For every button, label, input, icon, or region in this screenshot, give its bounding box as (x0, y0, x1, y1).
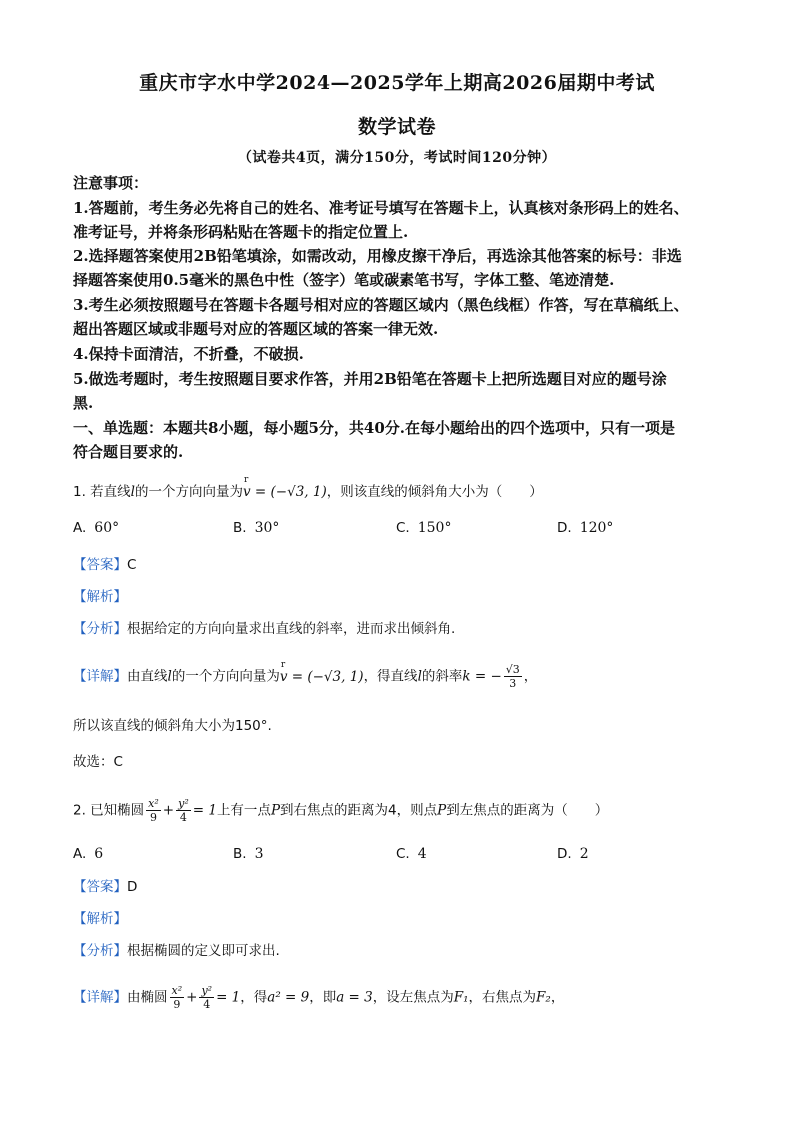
q2-frac-y-num: y² (178, 797, 189, 810)
q2-detail-tag: 【详解】 (73, 989, 127, 1006)
q1-slope-fraction (504, 663, 522, 690)
q1-option-d (557, 520, 613, 536)
q2-var-p-1: P (270, 802, 281, 819)
q2-option-d-value: 2 (579, 846, 589, 862)
q1-answer (73, 555, 733, 575)
q2-answer (73, 877, 733, 897)
q2-frac-y-den: 4 (179, 811, 187, 824)
q2-option-a-letter: A. (73, 846, 87, 862)
q2-detail-end: ， (550, 989, 565, 1006)
q1-detail-var-l-2: l (417, 668, 422, 685)
q1-choose: 故选：C (73, 754, 123, 770)
q2-fenxi-text: 根据椭圆的定义即可求出. (127, 943, 280, 959)
q1-option-c-value: 150° (417, 520, 452, 536)
q1-slope-lhs: k = − (462, 668, 502, 685)
q1-fenxi (73, 619, 733, 639)
q2-fenxi (73, 941, 733, 961)
q2-option-c-letter: C. (396, 846, 410, 862)
notice-line-5: 3.考生必须按照题号在答题卡各题号相对应的答题区域内（黑色线框）作答，写在草稿纸上、 (73, 296, 689, 314)
q2-answer-value: D (127, 879, 138, 895)
q2-option-c-value: 4 (417, 846, 427, 862)
q1-detail-var-l-1: l (167, 668, 172, 685)
question-1 (73, 482, 733, 502)
q2-detail-frac-y-den: 4 (203, 998, 211, 1011)
q1-option-a-letter: A. (73, 520, 87, 536)
q2-option-c (396, 846, 427, 862)
q1-detail-text-c: ，得直线 (363, 668, 418, 685)
q1-fenxi-tag: 【分析】 (73, 621, 127, 637)
q2-option-b-letter: B. (233, 846, 247, 862)
q1-option-b-letter: B. (233, 520, 247, 536)
q1-fenxi-text: 根据给定的方向向量求出直线的斜率，进而求出倾斜角. (127, 621, 456, 637)
q1-option-b-value: 30° (254, 520, 280, 536)
q2-a-squared: a² = 9 (267, 989, 310, 1006)
notice-heading: 注意事项： (73, 174, 149, 192)
q2-detail-text-c: ，即 (309, 989, 337, 1006)
notice-line-6: 超出答题区域或非题号对应的答题区域的答案一律无效. (73, 320, 439, 338)
q2-text-b: 到右焦点的距离为4，则点 (280, 802, 438, 819)
q2-detail-text-e: ，右焦点为 (468, 989, 537, 1006)
q2-option-a (73, 846, 103, 862)
notice-line-2: 准考证号，并将条形码粘贴在答题卡的指定位置上. (73, 223, 409, 241)
q2-frac-x-den: 9 (149, 811, 157, 824)
q2-option-b (233, 846, 263, 862)
section-heading-line-2: 符合题目要求的. (73, 443, 184, 461)
exam-subtitle: 数学试卷 (357, 116, 436, 138)
q2-text-c: 到左焦点的距离为（ ） (446, 802, 609, 819)
question-2 (73, 797, 733, 824)
q1-vector: r v = (−√3, 1) (243, 482, 327, 502)
notice-line-4: 择题答案使用0.5毫米的黑色中性（签字）笔或碳素笔书写，字体工整、笔迹清楚. (73, 271, 615, 289)
q2-plus: + (162, 802, 175, 819)
q2-option-a-value: 6 (94, 846, 104, 862)
q2-frac-y (176, 797, 191, 824)
q2-eq: = 1 (192, 802, 217, 819)
section-heading-line-1: 一、单选题：本题共8小题，每小题5分，共40分.在每小题给出的四个选项中，只有一项是 (73, 419, 675, 437)
q1-slope-den: 3 (509, 677, 517, 690)
exam-title: 重庆市字水中学2024—2025学年上期高2026届期中考试 (139, 72, 655, 94)
q2-prefix: 2. 已知椭圆 (73, 802, 145, 819)
q1-analysis-tag: 【解析】 (73, 589, 127, 605)
notice-line-1: 1.答题前，考生务必先将自己的姓名、准考证号填写在答题卡上，认真核对条形码上的姓名、 (73, 199, 689, 217)
q1-detail-text-d: 的斜率 (421, 668, 463, 685)
q1-option-c (396, 520, 451, 536)
q1-detail-vector: r v = (−√3, 1) (280, 667, 364, 687)
q1-detail-text-b: 的一个方向向量为 (171, 668, 280, 685)
q1-mid: 的一个方向向量为 (135, 484, 243, 500)
q1-suffix: ，则该直线的倾斜角大小为（ ） (326, 484, 543, 500)
q1-option-c-letter: C. (396, 520, 410, 536)
q1-detail (73, 663, 733, 690)
q1-option-d-letter: D. (557, 520, 572, 536)
q1-option-d-value: 120° (579, 520, 614, 536)
q1-option-a-value: 60° (94, 520, 120, 536)
q2-option-d-letter: D. (557, 846, 572, 862)
q2-detail-text-a: 由椭圆 (127, 989, 168, 1006)
q2-detail (73, 984, 733, 1011)
q1-option-a (73, 520, 119, 536)
q1-option-b (233, 520, 279, 536)
q1-prefix: 1. 若直线 (73, 484, 131, 500)
q2-detail-frac-x-num: x² (171, 984, 183, 997)
q1-answer-value: C (127, 557, 137, 573)
q2-detail-frac-x (170, 984, 185, 1011)
q2-detail-frac-y (199, 984, 214, 1011)
q2-text-a: 上有一点 (216, 802, 271, 819)
q2-frac-x (146, 797, 161, 824)
q2-detail-frac-x-den: 9 (173, 998, 181, 1011)
notice-line-3: 2.选择题答案使用2B铅笔填涂，如需改动，用橡皮擦干净后，再选涂其他答案的标号：非选 (73, 247, 682, 265)
q2-var-p-2: P (437, 802, 447, 819)
q2-detail-frac-y-num: y² (201, 984, 213, 997)
q1-slope-num: √3 (505, 663, 520, 676)
q2-detail-text-d: ，设左焦点为 (372, 989, 454, 1006)
q2-detail-plus: + (186, 989, 198, 1006)
notice-line-9: 黑. (73, 394, 94, 412)
q2-analysis-tag: 【解析】 (73, 911, 127, 927)
q1-detail-end: ， (523, 668, 538, 685)
q1-conclusion: 所以该直线的倾斜角大小为150°. (73, 718, 272, 734)
notice-line-7: 4.保持卡面清洁，不折叠，不破损. (73, 345, 304, 363)
q2-detail-eq: = 1 (216, 989, 241, 1006)
q2-f1: F₁ (453, 989, 469, 1006)
q2-fenxi-tag: 【分析】 (73, 943, 127, 959)
q1-detail-tag: 【详解】 (73, 668, 127, 685)
q1-var-l: l (130, 484, 135, 500)
q2-answer-tag: 【答案】 (73, 879, 127, 895)
q2-a-value: a = 3 (336, 989, 373, 1006)
q2-option-b-value: 3 (254, 846, 264, 862)
q2-option-d (557, 846, 589, 862)
q1-answer-tag: 【答案】 (73, 557, 127, 573)
notice-line-8: 5.做选考题时，考生按照题目要求作答，并用2B铅笔在答题卡上把所选题目对应的题号涂 (73, 370, 667, 388)
q2-detail-text-b: ，得 (240, 989, 268, 1006)
q1-detail-text-a: 由直线 (127, 668, 168, 685)
q2-f2: F₂ (536, 989, 551, 1006)
q2-frac-x-num: x² (148, 797, 159, 810)
exam-info: （试卷共4页，满分150分，考试时间120分钟） (237, 150, 557, 166)
